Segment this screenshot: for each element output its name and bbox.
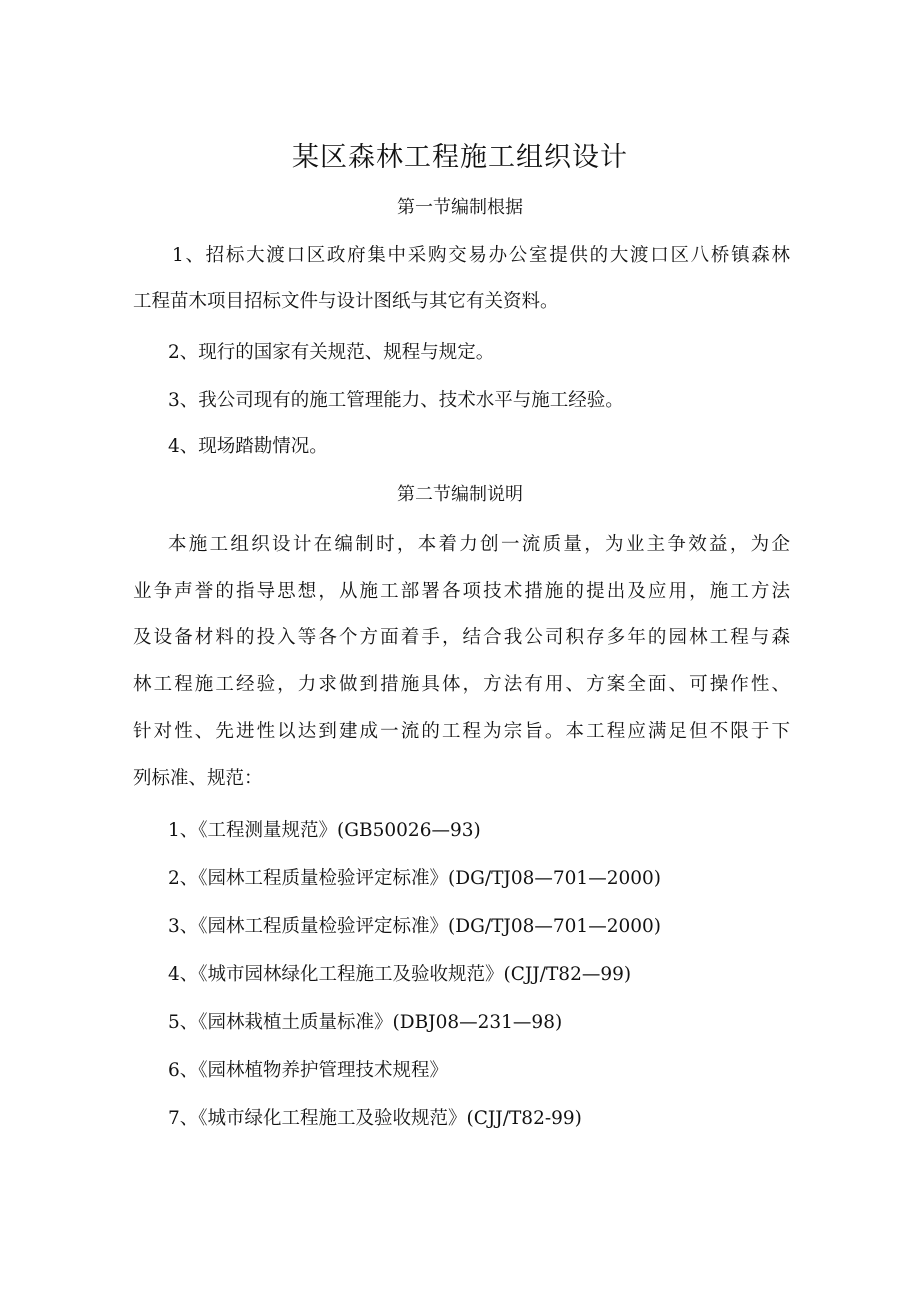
description-line-4: 林工程施工经验，力求做到措施具体，方法有用、方案全面、可操作性、 <box>133 674 790 695</box>
standard-item-7: 7、《城市绿化工程施工及验收规范》(CJJ/T82-99) <box>168 1108 582 1129</box>
standard-item-4: 4、《城市园林绿化工程施工及验收规范》(CJJ/T82—99) <box>168 964 632 985</box>
basis-item-3: 3、我公司现有的施工管理能力、技术水平与施工经验。 <box>168 390 624 411</box>
standard-item-5: 5、《园林栽植土质量标准》(DBJ08—231—98) <box>168 1012 563 1033</box>
section-heading-basis: 第一节编制根据 <box>397 197 523 218</box>
basis-item-4: 4、现场踏勘情况。 <box>168 436 328 457</box>
description-line-3: 及设备材料的投入等各个方面着手，结合我公司积存多年的园林工程与森 <box>133 627 790 648</box>
description-line-5: 针对性、先进性以达到建成一流的工程为宗旨。本工程应满足但不限于下 <box>133 721 790 742</box>
standard-item-3: 3、《园林工程质量检验评定标准》(DG/TJ08—701—2000) <box>168 916 661 937</box>
basis-item-2: 2、现行的国家有关规范、规程与规定。 <box>168 342 495 363</box>
description-line-1: 本施工组织设计在编制时，本着力创一流质量，为业主争效益，为企 <box>168 534 790 555</box>
standard-item-1: 1、《工程测量规范》(GB50026—93) <box>168 820 481 841</box>
standard-item-2: 2、《园林工程质量检验评定标准》(DG/TJ08—701—2000) <box>168 868 661 889</box>
basis-item-1-line-2: 工程苗木项目招标文件与设计图纸与其它有关资料。 <box>133 291 559 312</box>
description-line-2: 业争声誉的指导思想，从施工部署各项技术措施的提出及应用，施工方法 <box>133 581 790 602</box>
standard-item-6: 6、《园林植物养护管理技术规程》 <box>168 1060 449 1081</box>
section-heading-description: 第二节编制说明 <box>397 484 523 505</box>
basis-item-1-line-1: 1、招标大渡口区政府集中采购交易办公室提供的大渡口区八桥镇森林 <box>172 245 790 266</box>
description-line-6: 列标准、规范： <box>133 768 263 789</box>
document-title: 某区森林工程施工组织设计 <box>292 142 628 173</box>
